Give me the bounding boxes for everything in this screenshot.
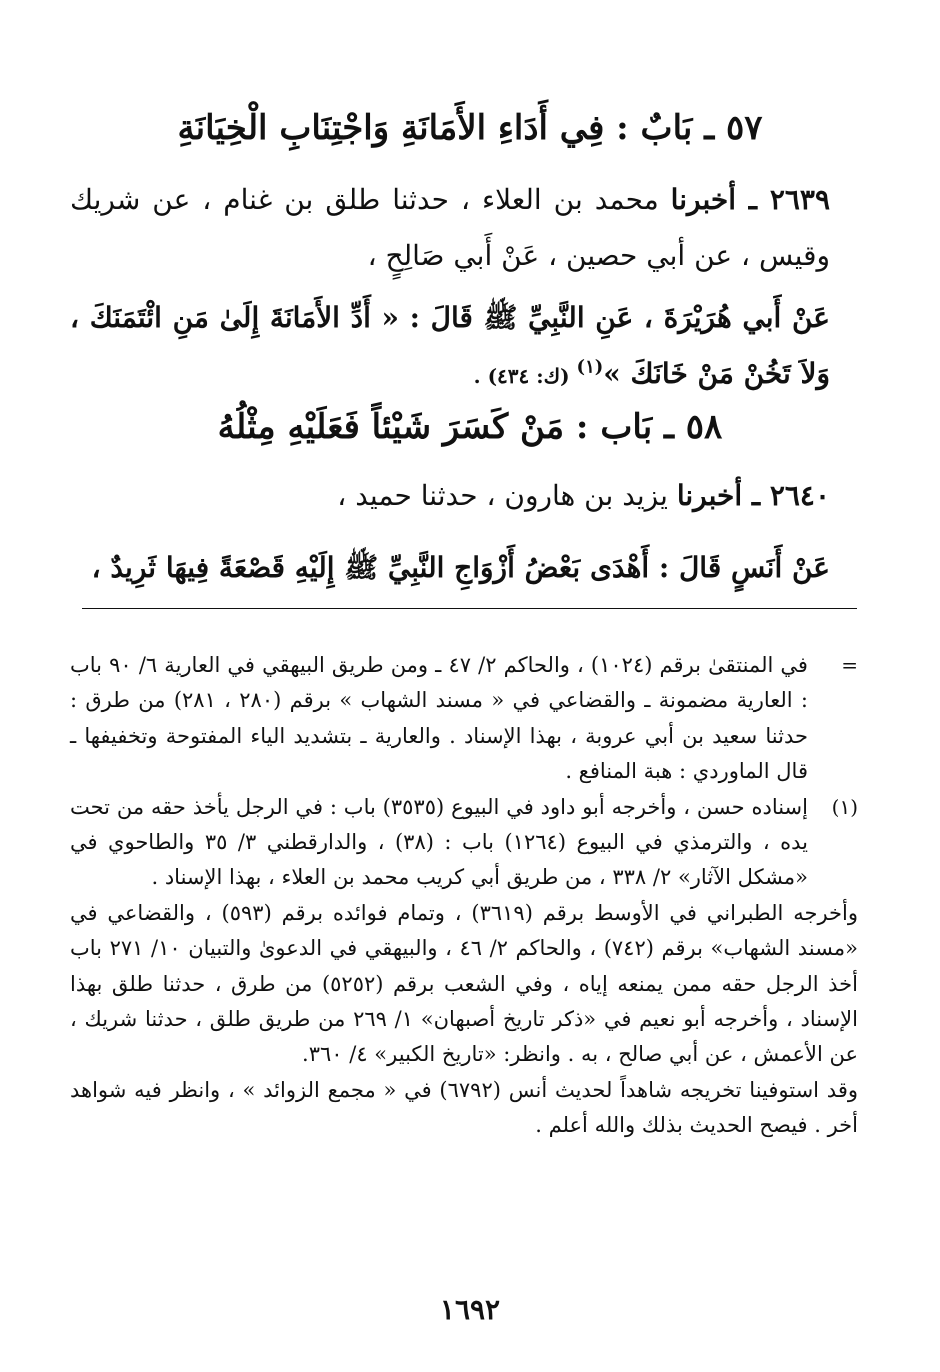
chapter-heading-57: ٥٧ ـ بَابٌ : فِي أَدَاءِ الأَمَانَةِ وَاجْتِنَابِ الْخِيَانَةِ (177, 108, 763, 148)
footnote-marker: (١) (831, 794, 858, 819)
footnote-continued (70, 648, 858, 790)
hadith-number: ٢٦٤٠ ـ أخبرنا (676, 479, 830, 512)
footnote-marker: = (841, 653, 858, 677)
footnote-body (70, 648, 808, 790)
hadith-2639-chain (70, 172, 830, 284)
cross-reference: (ك: ٤٣٤) . (473, 364, 577, 388)
footnote-paragraph: إسناده حسن ، وأخرجه أبو داود في البيوع (٣٥٣٥) باب : في الرجل يأخذ حقه من تحت يده ، والترمذي في البيوع (١٢٦٤) باب : (٣٨) ، والدارقطني ٣/ ٣٥ والطاحوي في «مشكل الآثار» ٢/ ٣٣٨ ، من طريق أبي كريب محمد بن العلاء ، بهذا الإسناد . (70, 794, 808, 890)
isnad-text: يزيد بن هارون ، حدثنا حميد ، (337, 479, 677, 512)
isnad-text: محمد بن العلاء ، حدثنا طلق بن غنام ، عن شريك وقيس ، عن أبي حصين ، عَنْ أَبي صَالِحٍ ، (70, 183, 830, 272)
matn-text: عَنْ أَبي هُرَيْرَةَ ، عَنِ النَّبِيِّ ﷺ قَالَ : « أَدِّ الأَمَانَةَ إِلَىٰ مَنِ ائْتَمَنَكَ ، وَلاَ تَخُنْ مَنْ خَانَكَ » (70, 301, 830, 390)
footnotes (70, 648, 858, 1144)
hadith-2640-text (70, 540, 830, 596)
footnote-body (70, 790, 808, 896)
hadith-2640-chain (70, 468, 830, 524)
hadith-number: ٢٦٣٩ ـ أخبرنا (670, 183, 830, 216)
footnote-paragraph: وأخرجه الطبراني في الأوسط برقم (٣٦١٩) ، وتمام فوائده برقم (٥٩٣) ، والقضاعي في «مسند الشهاب» برقم (٧٤٢) ، والحاكم ٢/ ٤٦ ، والبيهقي في الدعوىٰ والتبيان ١٠/ ٢٧١ باب أخذ الرجل حقه ممن يمنعه إياه ، وفي الشعب برقم (٥٢٥٢) من طرق ، حدثنا طلق بهذا الإسناد ، وأخرجه أبو نعيم في «ذكر تاريخ أصبهان» ١/ ٢٦٩ من طريق طلق ، حدثنا شريك ، عن الأعمش ، عن أبي صالح ، به . وانظر: «تاريخ الكبير» ٤/ ٣٦٠. (70, 900, 859, 1067)
footnote-reference: (١) (576, 356, 604, 378)
footnote-1-continuation (70, 896, 858, 1144)
footnote-1 (70, 790, 858, 896)
footnote-text: في المنتقىٰ برقم (١٠٢٤) ، والحاكم ٢/ ٤٧ ـ ومن طريق البيهقي في العارية ٦/ ٩٠ باب : العارية مضمونة ـ والقضاعي في « مسند الشهاب » برقم (٢٨٠ ، ٢٨١) من طرق : حدثنا سعيد بن أبي عروبة ، بهذا الإسناد . والعارية ـ بتشديد الياء المفتوحة وتخفيفها ـ قال الماوردي : هبة المنافع . (70, 653, 808, 784)
footnote-separator (82, 608, 857, 609)
footnote-paragraph: وقد استوفينا تخريجه شاهداً لحديث أنس (٦٧٩٢) في « مجمع الزوائد » ، وانظر فيه شواهد أخر . فيصح الحديث بذلك والله أعلم . (70, 1077, 858, 1138)
chapter-heading-58: ٥٨ ـ بَاب : مَنْ كَسَرَ شَيْئاً فَعَلَيْهِ مِثْلُهُ (217, 407, 723, 447)
hadith-2639-text (70, 290, 830, 404)
matn-text: عَنْ أَنَسٍ قَالَ : أَهْدَى بَعْضُ أَزْوَاجِ النَّبِيِّ ﷺ إِلَيْهِ قَصْعَةً فِيهَا ثَرِيدٌ ، (91, 551, 830, 584)
page-number: ١٦٩٢ (439, 1293, 501, 1326)
